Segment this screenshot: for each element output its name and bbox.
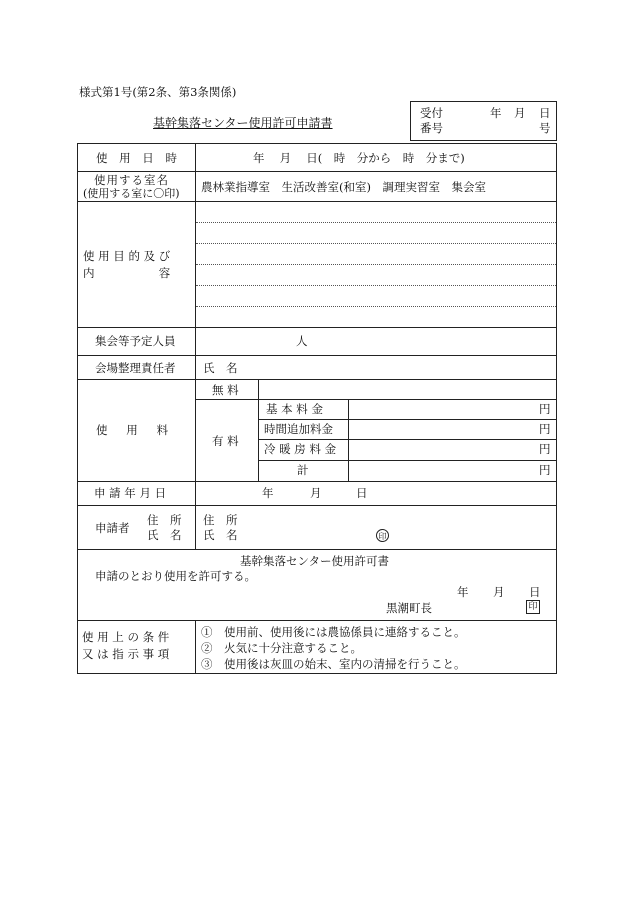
fee-item-hvac-unit: 円	[539, 442, 551, 456]
condition-item-2: ② 火気に十分注意すること。	[201, 641, 362, 655]
fee-item-basic-unit: 円	[539, 402, 551, 416]
applicant-label: 申請者	[95, 521, 130, 535]
receipt-year: 年	[490, 106, 502, 120]
app-date-label: 申 請 年 月 日	[94, 486, 167, 500]
receipt-month: 月	[514, 106, 526, 120]
purpose-label-1: 使 用 目 的 及 び	[83, 249, 171, 263]
fee-total: 計	[297, 463, 309, 477]
permit-day: 日	[529, 585, 541, 599]
permit-month: 月	[493, 585, 505, 599]
permit-text: 申請のとおり使用を許可する。	[95, 569, 256, 583]
fee-item-overtime-unit: 円	[539, 422, 551, 436]
date-value: 年 月 日( 時 分から 時 分まで)	[253, 151, 465, 165]
fee-label: 使 用 料	[96, 423, 169, 437]
condition-item-3: ③ 使用後は灰皿の始末、室内の清掃を行うこと。	[201, 657, 466, 671]
permit-title: 基幹集落センター使用許可書	[240, 554, 390, 568]
conditions-label-1: 使 用 上 の 条 件	[82, 630, 170, 644]
applicant-name-label: 氏 名	[147, 528, 182, 542]
fee-item-basic: 基 本 料 金	[266, 402, 323, 416]
fee-item-hvac: 冷 暖 房 料 金	[264, 442, 337, 456]
fee-total-unit: 円	[539, 463, 551, 477]
permit-seal-icon: 印	[526, 600, 540, 614]
applicant-seal-icon: 印	[376, 529, 389, 542]
applicant-name-field: 氏 名	[203, 528, 238, 542]
manager-name-label: 氏 名	[203, 361, 238, 375]
form-title: 基幹集落センター使用許可申請書	[153, 116, 333, 130]
fee-free: 無 料	[212, 383, 239, 397]
form-number: 様式第1号(第2条、第3条関係)	[79, 85, 237, 99]
applicant-addr-field: 住 所	[203, 513, 238, 527]
permit-year: 年	[457, 585, 469, 599]
applicant-addr-label: 住 所	[147, 513, 182, 527]
permit-signer: 黒潮町長	[386, 601, 432, 615]
condition-item-1: ① 使用前、使用後には農協係員に連絡すること。	[201, 625, 466, 639]
number-suffix: 号	[539, 121, 551, 135]
purpose-label-2: 内 容	[83, 266, 171, 280]
app-date-year: 年	[262, 486, 274, 500]
date-label: 使 用 日 時	[96, 151, 181, 165]
room-label-2: (使用する室に〇印)	[83, 187, 180, 200]
attendees-label: 集会等予定人員	[95, 334, 176, 348]
receipt-day: 日	[539, 106, 551, 120]
attendees-unit: 人	[296, 334, 308, 348]
app-date-month: 月	[310, 486, 322, 500]
room-label-1: 使用する室名	[94, 173, 169, 187]
conditions-label-2: 又 は 指 示 事 項	[82, 647, 170, 661]
room-options: 農林業指導室 生活改善室(和室) 調理実習室 集会室	[201, 180, 486, 194]
number-label: 番号	[420, 121, 443, 135]
fee-paid: 有 料	[212, 434, 239, 448]
manager-label: 会場整理責任者	[95, 361, 176, 375]
fee-item-overtime: 時間追加料金	[264, 422, 333, 436]
app-date-day: 日	[356, 486, 368, 500]
receipt-label: 受付	[420, 106, 443, 120]
